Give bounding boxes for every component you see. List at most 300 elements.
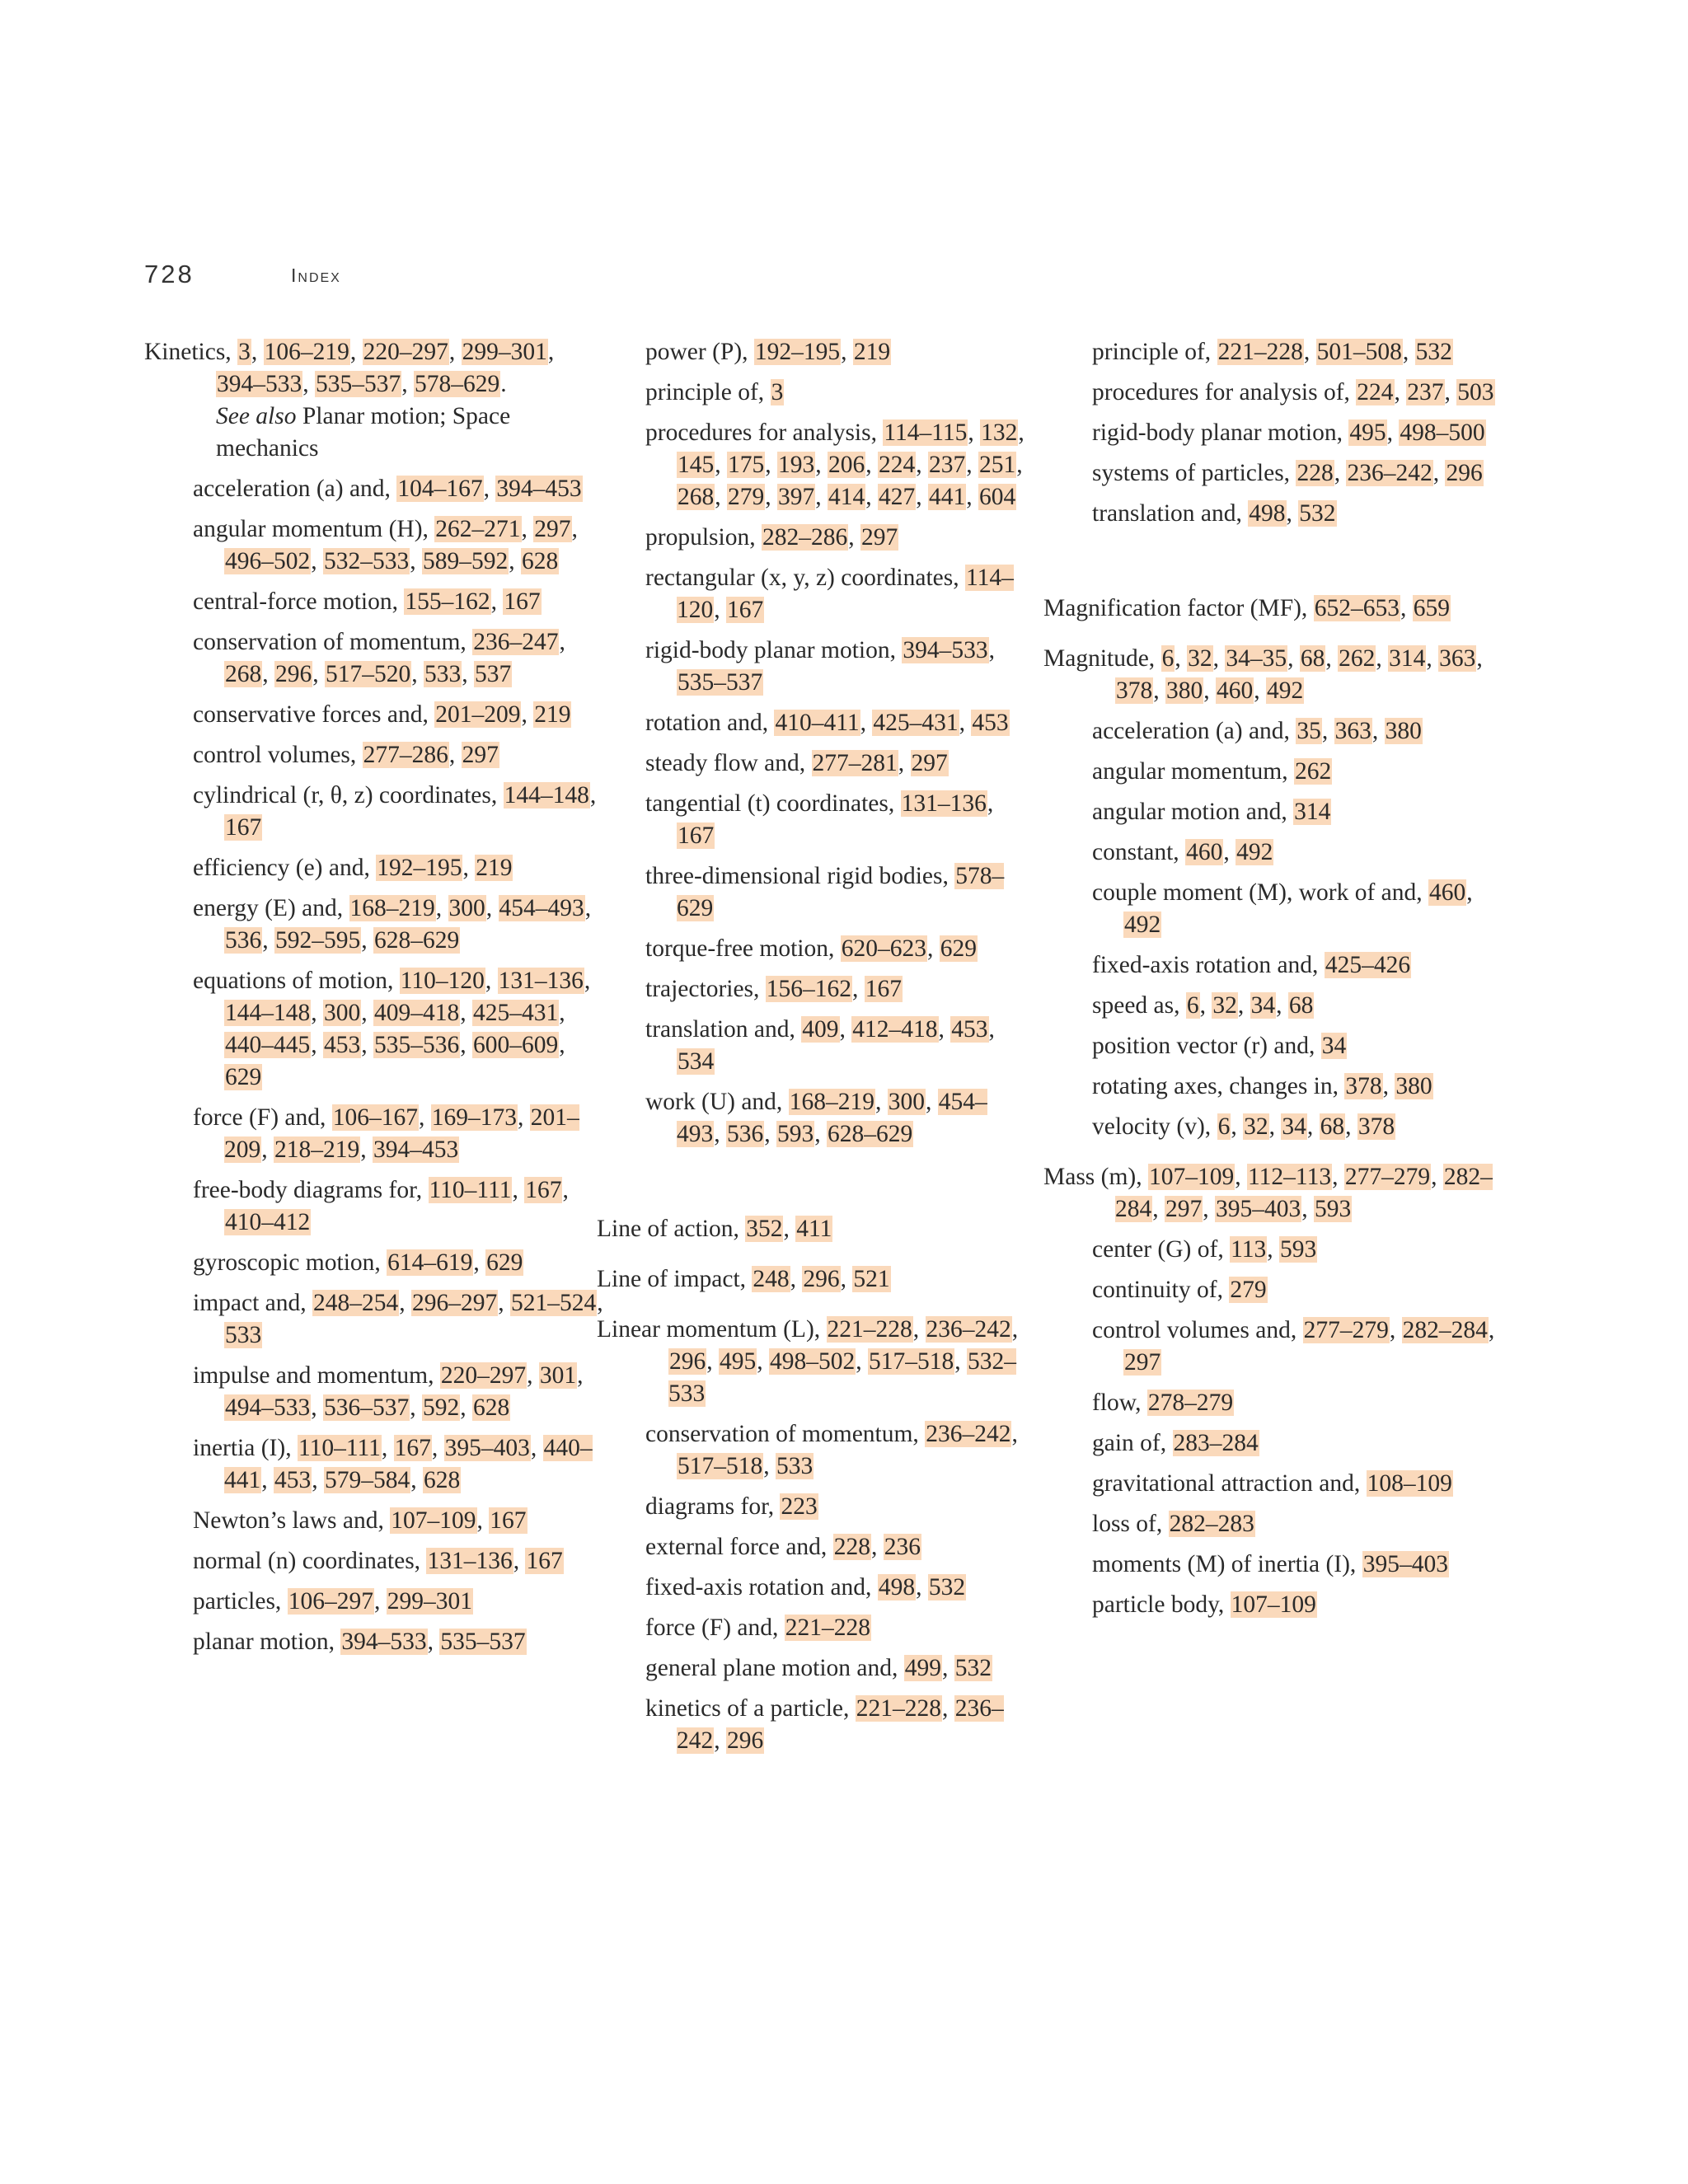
index-term: translation and,: [1092, 500, 1242, 527]
index-subentry: couple moment (M), work of and, 460, 492: [1092, 879, 1473, 938]
index-column-2: [597, 336, 1025, 1765]
page-reference: 628: [473, 1394, 510, 1421]
page-reference: 300: [324, 1000, 361, 1026]
page-reference: 201–209: [224, 1104, 579, 1163]
page-reference: 107–109: [1149, 1164, 1235, 1190]
page-reference: 219: [476, 855, 513, 881]
index-term: normal (n) coordinates,: [193, 1548, 421, 1574]
page-reference: 32: [1188, 645, 1212, 672]
page-reference: 427: [879, 484, 916, 510]
page-reference: 145: [678, 452, 715, 478]
page-reference: 167: [490, 1507, 527, 1534]
index-term: translation and,: [645, 1016, 795, 1043]
page-reference: 498–500: [1400, 419, 1485, 446]
page-reference: 496–502: [225, 548, 311, 574]
index-subentry: velocity (v), 6, 32, 34, 68, 378: [1092, 1113, 1395, 1140]
index-main-entry: Line of action, 352, 411: [597, 1216, 832, 1242]
index-main-entry: Mass (m), 107–109, 112–113, 277–279, 282–284, 297, 395–403, 593: [1043, 1164, 1493, 1222]
index-subentry: conservation of momentum, 236–242, 517–518, 533: [645, 1421, 1018, 1479]
page-reference: 521: [853, 1266, 890, 1292]
index-subentry: control volumes and, 277–279, 282–284, 297: [1092, 1317, 1495, 1376]
page-reference: 107–109: [1231, 1591, 1316, 1618]
page-reference: 192–195: [754, 339, 841, 365]
page-reference: 206: [828, 452, 865, 478]
index-subentry: translation and, 498, 532: [1092, 500, 1336, 527]
page-reference: 296: [803, 1266, 840, 1292]
index-subentry: efficiency (e) and, 192–195, 219: [193, 855, 513, 881]
page-reference: 114–115: [884, 419, 968, 446]
index-subentry: [1043, 1549, 1505, 1581]
page-reference: 156–162: [766, 976, 852, 1002]
page-reference: 114–120: [677, 565, 1014, 623]
page-reference: 169–173: [431, 1104, 517, 1131]
page-reference: 224: [1357, 379, 1394, 405]
index-term: equations of motion,: [193, 968, 394, 994]
page-reference: 495: [1349, 419, 1386, 446]
see-also-text: Planar motion; Space mechanics: [216, 403, 511, 462]
page-reference: 300: [448, 895, 485, 921]
page-reference: 107–109: [391, 1507, 476, 1534]
index-term: inertia (I),: [193, 1435, 292, 1461]
page-reference: 409: [802, 1016, 839, 1043]
index-term: propulsion,: [645, 524, 756, 551]
index-main-entry: Line of impact, 248, 296, 521: [597, 1266, 890, 1292]
page-reference: 380: [1395, 1073, 1432, 1099]
page-reference: 441: [929, 484, 966, 510]
page-reference: 68: [1320, 1113, 1345, 1140]
page-reference: 201–209: [435, 701, 521, 728]
page-reference: 228: [833, 1534, 870, 1560]
index-subentry: [1043, 1589, 1505, 1621]
page-reference: 282–286: [762, 524, 848, 551]
index-term: kinetics of a particle,: [645, 1695, 850, 1722]
page-reference: 108–109: [1367, 1470, 1452, 1497]
index-subentry: impact and, 248–254, 296–297, 521–524, 533: [193, 1290, 603, 1348]
page-reference: 299–301: [462, 339, 547, 365]
page-reference: 167: [225, 814, 262, 841]
page-reference: 532: [928, 1574, 966, 1601]
page-reference: 110–111: [429, 1177, 512, 1203]
page-reference: 236–247: [473, 629, 559, 655]
page-reference: 659: [1413, 595, 1450, 621]
index-subentry: [597, 1612, 1025, 1644]
index-subentry: rotating axes, changes in, 378, 380: [1092, 1073, 1432, 1099]
index-term: external force and,: [645, 1534, 828, 1560]
page-reference: 492: [1236, 839, 1273, 865]
page-reference: 394–453: [496, 476, 582, 502]
index-subentry: [597, 1491, 1025, 1523]
index-term: procedures for analysis of,: [1092, 379, 1350, 405]
index-term: Linear momentum (L),: [597, 1316, 821, 1343]
page-reference: 221–228: [785, 1615, 870, 1641]
page-reference: 492: [1124, 912, 1161, 938]
page-reference: 589–592: [423, 548, 509, 574]
entry-end-punctuation: .: [500, 371, 507, 397]
page-reference: 236: [884, 1534, 921, 1560]
page-reference: 277–279: [1303, 1317, 1389, 1343]
page-reference: 532: [1299, 500, 1336, 527]
index-term: impact and,: [193, 1290, 307, 1316]
index-term: principle of,: [1092, 339, 1212, 365]
page-reference: 106–167: [332, 1104, 418, 1131]
page-reference: 537: [475, 661, 512, 687]
index-term: Newton’s laws and,: [193, 1507, 384, 1534]
page-reference: 453: [951, 1016, 988, 1043]
page-reference: 220–297: [440, 1362, 527, 1389]
page-reference: 68: [1288, 992, 1314, 1019]
page-reference: 168–219: [349, 895, 435, 921]
index-term: control volumes,: [193, 742, 357, 768]
index-term: force (F) and,: [193, 1104, 326, 1131]
page-reference: 536: [727, 1121, 764, 1147]
page-reference: 498–502: [770, 1348, 856, 1375]
page-reference: 533: [424, 661, 462, 687]
index-term: particle body,: [1092, 1591, 1225, 1618]
page-reference: 32: [1212, 992, 1237, 1019]
page-reference: 268: [678, 484, 715, 510]
page-reference: 248: [753, 1266, 790, 1292]
page-reference: 578–629: [677, 863, 1005, 921]
index-term: Line of action,: [597, 1216, 739, 1242]
index-subentry: [1043, 1030, 1505, 1062]
page-reference: 224: [879, 452, 916, 478]
index-term: acceleration (a) and,: [193, 476, 391, 502]
page-reference: 132: [981, 419, 1018, 446]
index-term: velocity (v),: [1092, 1113, 1212, 1140]
page-reference: 532: [1415, 339, 1452, 365]
index-term: general plane motion and,: [645, 1655, 898, 1681]
page-reference: 425–431: [873, 710, 959, 736]
index-term: central-force motion,: [193, 588, 398, 615]
page-reference: 221–228: [1217, 339, 1303, 365]
page-reference: 628: [424, 1467, 461, 1493]
index-term: Line of impact,: [597, 1266, 747, 1292]
page-reference: 395–403: [1362, 1551, 1448, 1577]
page-reference: 534: [678, 1048, 715, 1075]
index-subentry: [1043, 1274, 1505, 1306]
page-reference: 536–537: [324, 1394, 410, 1421]
index-subentry: tangential (t) coordinates, 131–136, 167: [645, 790, 994, 849]
page-reference: 363: [1439, 645, 1476, 672]
page-reference: 110–111: [298, 1435, 381, 1461]
page-reference: 228: [1296, 460, 1334, 486]
page-reference: 262–271: [435, 516, 521, 542]
page-reference: 175: [728, 452, 765, 478]
index-subentry: constant, 460, 492: [1092, 839, 1273, 865]
index-term: conservative forces and,: [193, 701, 429, 728]
page-reference: 578–629: [415, 371, 500, 397]
index-term: constant,: [1092, 839, 1179, 865]
page-reference: 454–493: [499, 895, 584, 921]
index-subentry: steady flow and, 277–281, 297: [645, 750, 948, 776]
page-reference: 532: [954, 1655, 992, 1681]
page-reference: 262: [1294, 758, 1332, 785]
index-subentry: speed as, 6, 32, 34, 68: [1092, 992, 1314, 1019]
page-reference: 453: [274, 1467, 312, 1493]
index-subentry: force (F) and, 106–167, 169–173, 201–209, 218–219, 394–453: [193, 1104, 579, 1163]
page-reference: 236–242: [677, 1695, 1004, 1754]
page-reference: 131–136: [498, 968, 584, 994]
index-subentry: fixed-axis rotation and, 498, 532: [645, 1574, 966, 1601]
index-subentry: central-force motion, 155–162, 167: [193, 588, 541, 615]
index-term: trajectories,: [645, 976, 760, 1002]
page-reference: 503: [1457, 379, 1494, 405]
index-term: force (F) and,: [645, 1615, 779, 1641]
page-reference: 297: [1165, 1196, 1203, 1222]
index-subentry: [1043, 1468, 1505, 1500]
page-reference: 300: [888, 1089, 925, 1115]
page-reference: 378: [1345, 1073, 1382, 1099]
page-reference: 297: [462, 742, 499, 768]
index-term: particles,: [193, 1588, 282, 1615]
index-subentry: free-body diagrams for, 110–111, 167, 410–412: [193, 1177, 569, 1235]
page-reference: 277–279: [1344, 1164, 1431, 1190]
index-subentry: impulse and momentum, 220–297, 301, 494–533, 536–537, 592, 628: [193, 1362, 584, 1421]
index-main-entry: Linear momentum (L), 221–228, 236–242, 296, 495, 498–502, 517–518, 532–533: [597, 1316, 1019, 1407]
page-reference: 532–533: [668, 1348, 1016, 1407]
page-reference: 378: [1116, 677, 1153, 704]
index-term: rigid-body planar motion,: [645, 637, 896, 663]
index-term: rotation and,: [645, 710, 769, 736]
page-reference: 411: [796, 1216, 832, 1242]
page-reference: 221–228: [827, 1316, 912, 1343]
index-subentry: control volumes, 277–286, 297: [193, 742, 499, 768]
page-reference: 593: [1279, 1236, 1317, 1263]
page-reference: 494–533: [225, 1394, 311, 1421]
index-subentry: acceleration (a) and, 104–167, 394–453: [193, 476, 582, 502]
index-column-3: [1043, 336, 1505, 1629]
index-term: work (U) and,: [645, 1089, 783, 1115]
page-reference: 296: [1446, 460, 1483, 486]
page-reference: 620–623: [841, 935, 926, 962]
page-reference: 352: [746, 1216, 783, 1242]
index-subentry: [1043, 756, 1505, 788]
page-reference: 279: [728, 484, 765, 510]
page-reference: 278–279: [1147, 1390, 1234, 1416]
index-term: loss of,: [1092, 1511, 1163, 1537]
index-subentry: [597, 860, 1025, 925]
page-reference: 167: [504, 588, 541, 615]
page-reference: 6: [1186, 992, 1199, 1019]
page-reference: 192–195: [377, 855, 462, 881]
page-reference: 237: [1407, 379, 1444, 405]
page-reference: 517–518: [678, 1453, 763, 1479]
index-subentry: work (U) and, 168–219, 300, 454–493, 536, 593, 628–629: [645, 1089, 987, 1147]
index-term: tangential (t) coordinates,: [645, 790, 895, 817]
index-subentry: [1043, 1508, 1505, 1540]
page-reference: 219: [534, 701, 571, 728]
page-reference: 394–533: [903, 637, 988, 663]
page-reference: 499: [904, 1655, 941, 1681]
index-term: angular momentum (H),: [193, 516, 429, 542]
index-term: gravitational attraction and,: [1092, 1470, 1361, 1497]
index-term: energy (E) and,: [193, 895, 344, 921]
page-reference: 251: [979, 452, 1016, 478]
index-column-1: [144, 336, 606, 1666]
page-reference: 296: [727, 1727, 764, 1754]
page-reference: 131–136: [901, 790, 987, 817]
index-term: power (P),: [645, 339, 748, 365]
page-reference: 614–619: [387, 1249, 473, 1276]
page-reference: 460: [1217, 677, 1254, 704]
index-subentry: power (P), 192–195, 219: [645, 339, 891, 365]
page-reference: 262: [1339, 645, 1376, 672]
page-reference: 296–297: [412, 1290, 498, 1316]
index-subentry: inertia (I), 110–111, 167, 395–403, 440–441, 453, 579–584, 628: [193, 1435, 593, 1493]
page-reference: 282–283: [1169, 1511, 1254, 1537]
page-reference: 397: [778, 484, 815, 510]
index-subentry: particles, 106–297, 299–301: [193, 1588, 472, 1615]
index-subentry: conservative forces and, 201–209, 219: [193, 701, 571, 728]
page-reference: 492: [1267, 677, 1304, 704]
page-reference: 248–254: [313, 1290, 399, 1316]
page-reference: 221–228: [856, 1695, 941, 1722]
page-reference: 131–136: [427, 1548, 513, 1574]
index-subentry: [1043, 1427, 1505, 1460]
page-reference: 501–508: [1316, 339, 1402, 365]
page-number: 728: [144, 260, 195, 288]
index-term: three-dimensional rigid bodies,: [645, 863, 949, 889]
index-term: continuity of,: [1092, 1277, 1223, 1303]
page-reference: 193: [778, 452, 815, 478]
page-reference: 380: [1166, 677, 1203, 704]
page-reference: 532–533: [324, 548, 410, 574]
page-reference: 144–148: [225, 1000, 311, 1026]
index-subentry: center (G) of, 113, 593: [1092, 1236, 1317, 1263]
page-reference: 167: [727, 597, 764, 623]
index-subentry: angular momentum (H), 262–271, 297, 496–502, 532–533, 589–592, 628: [193, 516, 578, 574]
page-reference: 363: [1334, 718, 1372, 744]
index-term: systems of particles,: [1092, 460, 1291, 486]
index-term: cylindrical (r, θ, z) coordinates,: [193, 782, 498, 808]
page-reference: 579–584: [325, 1467, 410, 1493]
index-subentry: acceleration (a) and, 35, 363, 380: [1092, 718, 1422, 744]
index-term: steady flow and,: [645, 750, 806, 776]
page-reference: 498: [1249, 500, 1286, 527]
index-subentry: procedures for analysis of, 224, 237, 503: [1092, 379, 1494, 405]
page-reference: 223: [781, 1493, 818, 1520]
index-term: free-body diagrams for,: [193, 1177, 423, 1203]
page-reference: 628–629: [374, 927, 460, 954]
index-subentry: energy (E) and, 168–219, 300, 454–493, 536, 592–595, 628–629: [193, 895, 592, 954]
index-term: impulse and momentum,: [193, 1362, 434, 1389]
page-reference: 167: [394, 1435, 431, 1461]
index-subentry: [1043, 796, 1505, 828]
index-subentry: systems of particles, 228, 236–242, 296: [1092, 460, 1483, 486]
index-subentry: planar motion, 394–533, 535–537: [193, 1629, 526, 1655]
page-reference: 600–609: [473, 1032, 559, 1058]
index-term: position vector (r) and,: [1092, 1033, 1315, 1059]
page-reference: 521–524: [511, 1290, 597, 1316]
page-reference: 32: [1244, 1113, 1268, 1140]
page-reference: 35: [1296, 718, 1321, 744]
page-reference: 498: [878, 1574, 916, 1601]
index-term: procedures for analysis,: [645, 419, 877, 446]
page-reference: 628–629: [828, 1121, 913, 1147]
page-reference: 593: [777, 1121, 814, 1147]
page-reference: 412–418: [852, 1016, 938, 1043]
page-reference: 113: [1231, 1236, 1267, 1263]
page-reference: 425–426: [1325, 952, 1411, 978]
page-reference: 144–148: [504, 782, 589, 808]
page-reference: 167: [678, 823, 715, 849]
page-reference: 297: [1124, 1349, 1161, 1376]
page-reference: 629: [225, 1064, 262, 1090]
page-reference: 629: [940, 935, 977, 962]
page-reference: 592–595: [275, 927, 361, 954]
page-reference: 394–533: [217, 371, 302, 397]
page-reference: 167: [526, 1548, 563, 1574]
page-reference: 6: [1161, 645, 1175, 672]
page-reference: 282–284: [1115, 1164, 1493, 1222]
page-reference: 110–120: [400, 968, 485, 994]
index-term: Mass (m),: [1043, 1164, 1142, 1190]
index-term: flow,: [1092, 1390, 1142, 1416]
page-reference: 453: [324, 1032, 361, 1058]
index-subentry: trajectories, 156–162, 167: [645, 976, 903, 1002]
page-reference: 460: [1186, 839, 1223, 865]
page-reference: 34: [1250, 992, 1276, 1019]
index-term: fixed-axis rotation and,: [1092, 952, 1319, 978]
index-term: acceleration (a) and,: [1092, 718, 1290, 744]
index-term: fixed-axis rotation and,: [645, 1574, 872, 1601]
page-reference: 283–284: [1173, 1430, 1259, 1456]
page-reference: 297: [860, 524, 898, 551]
index-term: control volumes and,: [1092, 1317, 1297, 1343]
page-reference: 410–412: [225, 1209, 311, 1235]
page-reference: 410–411: [775, 710, 860, 736]
page-reference: 592: [423, 1394, 460, 1421]
index-subentry: rigid-body planar motion, 495, 498–500: [1092, 419, 1485, 446]
index-subentry: procedures for analysis, 114–115, 132, 145, 175, 193, 206, 224, 237, 251, 268, 279, 397, 414, 427, 441, 604: [645, 419, 1025, 510]
page-reference: 314: [1294, 799, 1331, 825]
section-title: Index: [291, 265, 341, 286]
page-reference: 629: [486, 1249, 523, 1276]
page-reference: 395–403: [1216, 1196, 1301, 1222]
page-reference: 167: [525, 1177, 562, 1203]
page-reference: 414: [828, 484, 865, 510]
page-reference: 220–297: [363, 339, 448, 365]
page-reference: 219: [853, 339, 891, 365]
index-subentry: [597, 377, 1025, 409]
page-reference: 517–520: [326, 661, 411, 687]
index-subentry: [1043, 949, 1505, 982]
page-reference: 34: [1282, 1113, 1306, 1140]
index-subentry: kinetics of a particle, 221–228, 236–242, 296: [645, 1695, 1004, 1754]
page-reference: 299–301: [387, 1588, 472, 1615]
page-reference: 604: [979, 484, 1016, 510]
index-subentry: external force and, 228, 236: [645, 1534, 921, 1560]
page-reference: 106–219: [264, 339, 349, 365]
page-reference: 236–242: [926, 1421, 1011, 1447]
index-term: moments (M) of inertia (I),: [1092, 1551, 1357, 1577]
index-term: conservation of momentum,: [645, 1421, 919, 1447]
index-subentry: Newton’s laws and, 107–109, 167: [193, 1507, 527, 1534]
index-term: torque-free motion,: [645, 935, 835, 962]
index-subentry: translation and, 409, 412–418, 453, 534: [645, 1016, 995, 1075]
page-reference: 394–453: [373, 1137, 459, 1163]
index-term: gain of,: [1092, 1430, 1167, 1456]
index-subentry: rigid-body planar motion, 394–533, 535–537: [645, 637, 995, 696]
page-reference: 6: [1217, 1113, 1231, 1140]
index-term: Magnification factor (MF),: [1043, 595, 1308, 621]
index-subentry: normal (n) coordinates, 131–136, 167: [193, 1548, 563, 1574]
page-reference: 236–242: [1347, 460, 1432, 486]
index-term: conservation of momentum,: [193, 629, 467, 655]
page-reference: 168–219: [789, 1089, 874, 1115]
page-reference: 535–537: [316, 371, 401, 397]
page-reference: 380: [1385, 718, 1422, 744]
